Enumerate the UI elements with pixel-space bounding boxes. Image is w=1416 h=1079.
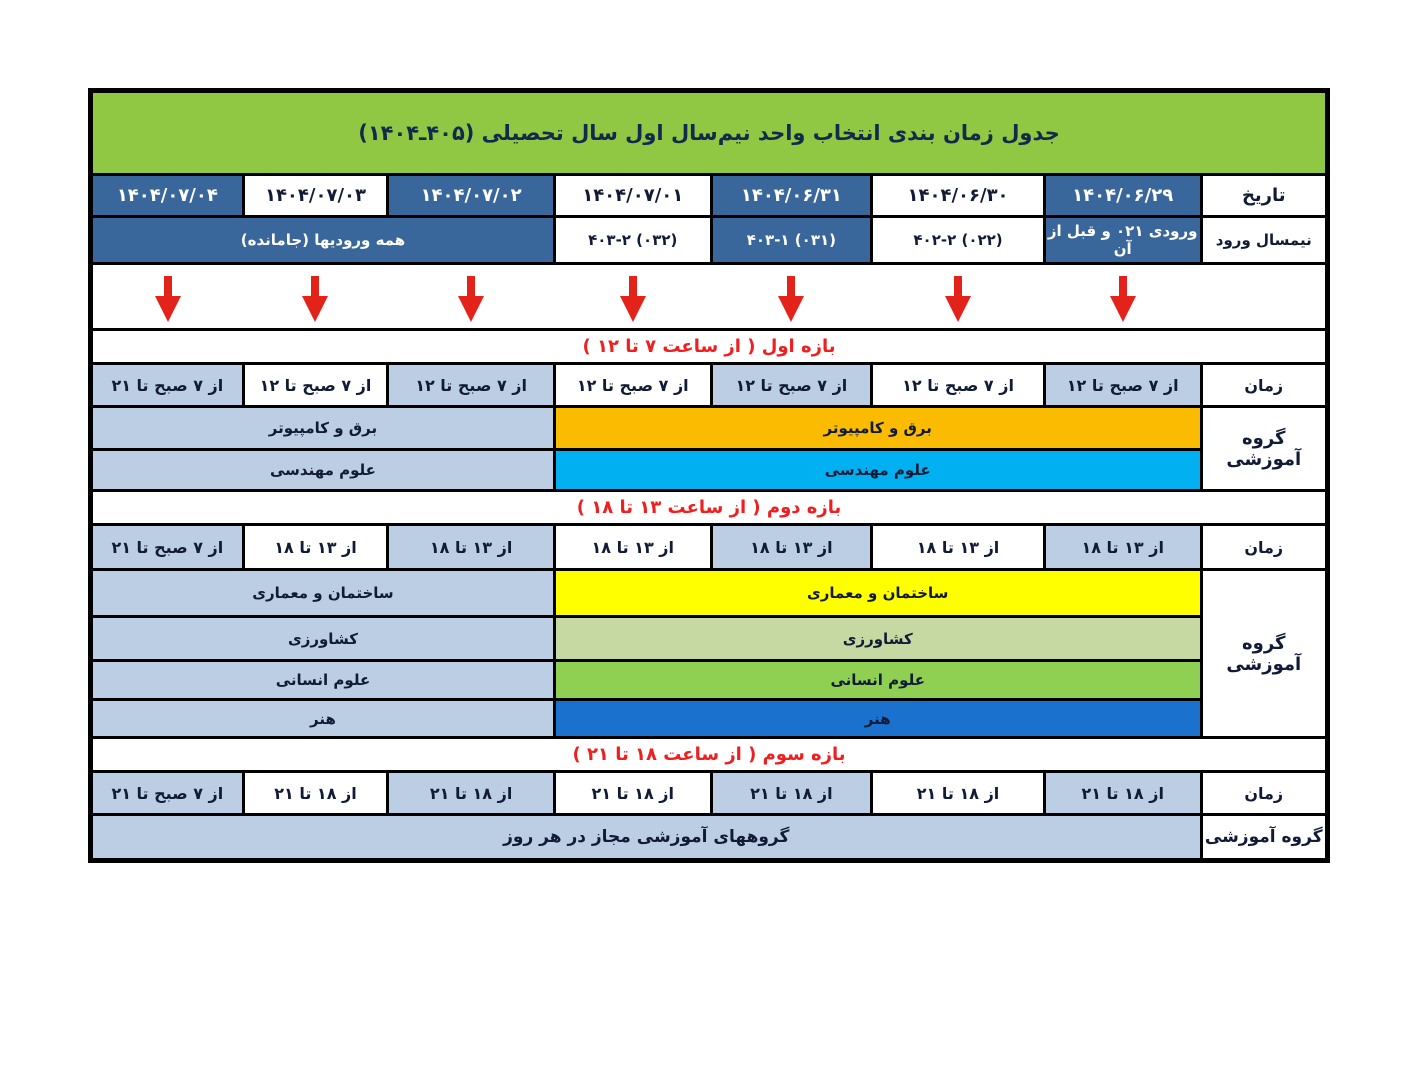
- date-row: [91, 175, 1328, 217]
- semester-cell: ورودی ۰۲۱ و قبل از آن: [1044, 217, 1201, 264]
- date-cell: [1044, 175, 1201, 217]
- time-cell: از ۱۸ تا ۲۱: [243, 772, 388, 815]
- time-cell: از ۱۸ تا ۲۱: [872, 772, 1045, 815]
- period2-group-row: [91, 570, 1328, 617]
- row-label-date: تاریخ: [1201, 175, 1328, 217]
- group-cell-highlight: علوم مهندسی: [554, 450, 1201, 491]
- time-cell: از ۱۳ تا ۱۸: [872, 525, 1045, 570]
- time-cell: از ۷ صبح تا ۱۲: [554, 364, 711, 407]
- down-arrow-icon: [1044, 264, 1201, 330]
- time-cell: از ۷ صبح تا ۱۲: [711, 364, 872, 407]
- period2-title: بازه دوم ( از ساعت ۱۳ تا ۱۸ ): [91, 491, 1328, 525]
- down-arrow-icon: [388, 264, 555, 330]
- period3-time-row: [91, 772, 1328, 815]
- entry-semester-row: [91, 217, 1328, 264]
- date-cell: [243, 175, 388, 217]
- arrow-spacer: [1201, 264, 1328, 330]
- title-row: [91, 91, 1328, 175]
- time-cell: از ۱۳ تا ۱۸: [711, 525, 872, 570]
- date-value: ۱۴۰۴/۰۶/۳۱: [740, 185, 842, 206]
- period2-group-row: [91, 661, 1328, 700]
- group-cell: هنر: [91, 700, 555, 738]
- down-arrow-icon: [872, 264, 1045, 330]
- group-cell: ساختمان و معماری: [91, 570, 555, 617]
- row-label-group: گروه آموزشی: [1201, 570, 1328, 738]
- page-title: جدول زمان بندی انتخاب واحد نیم‌سال اول سال تحصیلی (۴۰۵ـ۱۴۰۴): [91, 91, 1328, 175]
- semester-cell: [872, 217, 1045, 264]
- time-cell: از ۱۸ تا ۲۱: [711, 772, 872, 815]
- schedule-table: [88, 88, 1330, 863]
- time-cell: از ۱۸ تا ۲۱: [388, 772, 555, 815]
- period1-title-row: [91, 330, 1328, 364]
- period2-group-row: [91, 700, 1328, 738]
- row-label-time: زمان: [1201, 772, 1328, 815]
- group-cell: علوم انسانی: [91, 661, 555, 700]
- date-value: ۱۴۰۴/۰۶/۳۰: [907, 185, 1009, 206]
- period3-title: بازه سوم ( از ساعت ۱۸ تا ۲۱ ): [91, 738, 1328, 772]
- time-cell: از ۷ صبح تا ۱۲: [388, 364, 555, 407]
- group-cell: برق و کامپیوتر: [91, 407, 555, 450]
- semester-value: ۴۰۳-۲ (۰۳۲): [588, 231, 678, 249]
- time-cell: از ۱۳ تا ۱۸: [388, 525, 555, 570]
- semester-value: ۴۰۲-۲ (۰۲۲): [913, 231, 1003, 249]
- period2-group-row: [91, 617, 1328, 661]
- down-arrow-icon: [554, 264, 711, 330]
- date-value: ۱۴۰۴/۰۷/۰۱: [582, 185, 684, 206]
- date-cell: [91, 175, 244, 217]
- down-arrow-icon: [91, 264, 244, 330]
- date-cell: [872, 175, 1045, 217]
- row-label-group: گروه آموزشی: [1201, 815, 1328, 861]
- time-cell: از ۷ صبح تا ۱۲: [243, 364, 388, 407]
- row-label-time: زمان: [1201, 364, 1328, 407]
- semester-cell: [711, 217, 872, 264]
- time-cell: از ۱۳ تا ۱۸: [243, 525, 388, 570]
- period1-group-row: [91, 450, 1328, 491]
- row-label-time: زمان: [1201, 525, 1328, 570]
- group-cell-highlight: علوم انسانی: [554, 661, 1201, 700]
- date-cell: [554, 175, 711, 217]
- date-value: ۱۴۰۴/۰۶/۲۹: [1072, 185, 1174, 206]
- time-cell: از ۱۸ تا ۲۱: [554, 772, 711, 815]
- group-cell-highlight: برق و کامپیوتر: [554, 407, 1201, 450]
- semester-value: ۴۰۳-۱ (۰۳۱): [746, 231, 836, 249]
- allowed-groups-row: [91, 815, 1328, 861]
- arrows-row: [91, 264, 1328, 330]
- date-cell: [388, 175, 555, 217]
- group-cell-highlight: کشاورزی: [554, 617, 1201, 661]
- period2-time-row: [91, 525, 1328, 570]
- time-cell: از ۷ صبح تا ۱۲: [1044, 364, 1201, 407]
- period1-time-row: [91, 364, 1328, 407]
- group-cell: کشاورزی: [91, 617, 555, 661]
- semester-cell: [554, 217, 711, 264]
- period1-group-row: [91, 407, 1328, 450]
- time-cell: از ۷ صبح تا ۲۱: [91, 772, 244, 815]
- group-cell-highlight: هنر: [554, 700, 1201, 738]
- down-arrow-icon: [243, 264, 388, 330]
- time-cell: از ۱۸ تا ۲۱: [1044, 772, 1201, 815]
- group-cell: علوم مهندسی: [91, 450, 555, 491]
- down-arrow-icon: [711, 264, 872, 330]
- group-cell-highlight: ساختمان و معماری: [554, 570, 1201, 617]
- row-label-entry-semester: نیمسال ورود: [1201, 217, 1328, 264]
- time-cell: از ۷ صبح تا ۲۱: [91, 364, 244, 407]
- period2-title-row: [91, 491, 1328, 525]
- date-value: ۱۴۰۴/۰۷/۰۲: [420, 185, 522, 206]
- period3-title-row: [91, 738, 1328, 772]
- time-cell: از ۱۳ تا ۱۸: [1044, 525, 1201, 570]
- time-cell: از ۱۳ تا ۱۸: [554, 525, 711, 570]
- allowed-groups-cell: گروههای آموزشی مجاز در هر روز: [91, 815, 1202, 861]
- period1-title: بازه اول ( از ساعت ۷ تا ۱۲ ): [91, 330, 1328, 364]
- time-cell: از ۷ صبح تا ۱۲: [872, 364, 1045, 407]
- semester-cell-merged: همه ورودیها (جامانده): [91, 217, 555, 264]
- row-label-group: گروه آموزشی: [1201, 407, 1328, 491]
- date-cell: [711, 175, 872, 217]
- time-cell: از ۷ صبح تا ۲۱: [91, 525, 244, 570]
- date-value: ۱۴۰۴/۰۷/۰۴: [116, 185, 218, 206]
- date-value: ۱۴۰۴/۰۷/۰۳: [264, 185, 366, 206]
